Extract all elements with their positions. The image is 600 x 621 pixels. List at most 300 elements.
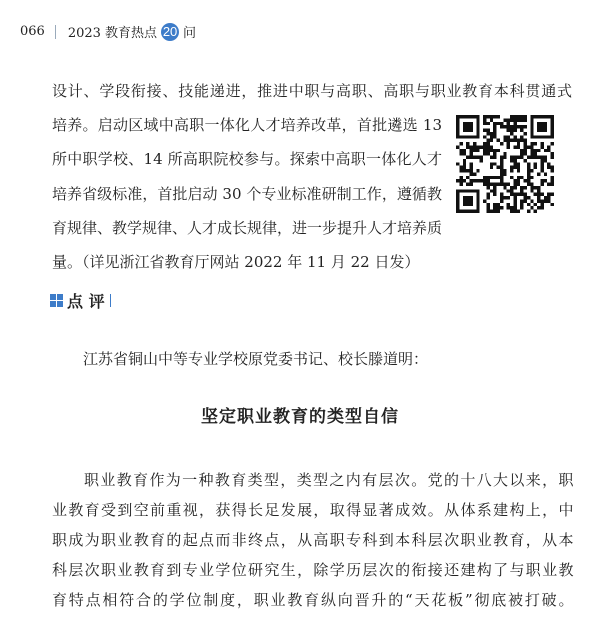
qr-module bbox=[530, 206, 533, 209]
qr-module bbox=[517, 118, 520, 121]
qr-module bbox=[540, 142, 543, 145]
qr-module bbox=[524, 186, 527, 189]
qr-module bbox=[527, 176, 530, 179]
section-heading bbox=[50, 289, 111, 312]
qr-module bbox=[500, 162, 503, 165]
qr-module bbox=[463, 149, 466, 152]
qr-module bbox=[534, 210, 537, 213]
qr-module bbox=[517, 142, 520, 145]
qr-module bbox=[540, 145, 543, 148]
qr-module bbox=[544, 159, 547, 162]
qr-module bbox=[503, 186, 506, 189]
qr-module bbox=[517, 210, 520, 213]
qr-module bbox=[486, 179, 489, 182]
qr-module bbox=[520, 176, 523, 179]
qr-module bbox=[527, 183, 530, 186]
qr-module bbox=[476, 179, 479, 182]
qr-module bbox=[551, 142, 554, 145]
qr-module bbox=[507, 118, 510, 121]
qr-module bbox=[500, 172, 503, 175]
qr-module bbox=[500, 169, 503, 172]
qr-module bbox=[493, 206, 496, 209]
paragraph-line: 量。（详见浙江省教育厅网站 2022 年 11 月 22 日发） bbox=[52, 253, 420, 271]
qr-module bbox=[551, 203, 554, 206]
qr-module bbox=[456, 145, 459, 148]
qr-module bbox=[551, 179, 554, 182]
qr-module bbox=[551, 169, 554, 172]
qr-module bbox=[534, 203, 537, 206]
qr-module bbox=[500, 122, 503, 125]
qr-module bbox=[507, 196, 510, 199]
qr-module bbox=[517, 139, 520, 142]
qr-module bbox=[527, 145, 530, 148]
qr-module bbox=[551, 152, 554, 155]
qr-module bbox=[497, 176, 500, 179]
qr-module bbox=[517, 115, 520, 118]
qr-module bbox=[513, 162, 516, 165]
qr-module bbox=[530, 152, 533, 155]
qr-module bbox=[513, 122, 516, 125]
qr-module bbox=[520, 156, 523, 159]
qr-module bbox=[524, 149, 527, 152]
qr-module bbox=[463, 152, 466, 155]
qr-module bbox=[490, 162, 493, 165]
qr-module bbox=[493, 152, 496, 155]
qr-module bbox=[503, 156, 506, 159]
qr-module bbox=[527, 169, 530, 172]
qr-module bbox=[497, 210, 500, 213]
qr-module bbox=[483, 149, 486, 152]
qr-module bbox=[466, 169, 469, 172]
qr-module bbox=[547, 193, 550, 196]
qr-module bbox=[473, 179, 476, 182]
qr-module bbox=[544, 199, 547, 202]
qr-module bbox=[530, 156, 533, 159]
qr-module bbox=[530, 183, 533, 186]
qr-module bbox=[480, 179, 483, 182]
qr-module bbox=[486, 186, 489, 189]
qr-module bbox=[544, 196, 547, 199]
qr-module bbox=[500, 193, 503, 196]
qr-module bbox=[524, 118, 527, 121]
qr-module bbox=[483, 135, 486, 138]
qr-module bbox=[507, 183, 510, 186]
qr-module bbox=[507, 189, 510, 192]
qr-module bbox=[486, 210, 489, 213]
qr-module bbox=[483, 199, 486, 202]
qr-module bbox=[493, 156, 496, 159]
qr-module bbox=[537, 199, 540, 202]
qr-module bbox=[503, 139, 506, 142]
qr-module bbox=[459, 169, 462, 172]
qr-module bbox=[493, 132, 496, 135]
qr-module bbox=[500, 156, 503, 159]
qr-module bbox=[497, 183, 500, 186]
qr-module bbox=[520, 115, 523, 118]
qr-module bbox=[466, 156, 469, 159]
qr-module bbox=[547, 199, 550, 202]
body-line: 职成为职业教育的起点而非终点，从高职专科到本科层次职业教育，从本 bbox=[52, 531, 574, 549]
qr-module bbox=[513, 196, 516, 199]
qr-module bbox=[483, 142, 486, 145]
qr-module bbox=[527, 210, 530, 213]
qr-module bbox=[490, 166, 493, 169]
qr-module bbox=[500, 199, 503, 202]
qr-module bbox=[524, 142, 527, 145]
qr-module bbox=[503, 135, 506, 138]
qr-module bbox=[470, 183, 473, 186]
paragraph-line: 育规律、教学规律、人才成长规律，进一步提升人才培养质 bbox=[52, 219, 443, 237]
qr-module bbox=[520, 186, 523, 189]
qr-module bbox=[486, 115, 489, 118]
qr-module bbox=[530, 145, 533, 148]
qr-module bbox=[497, 149, 500, 152]
qr-module bbox=[527, 203, 530, 206]
qr-module bbox=[500, 179, 503, 182]
qr-module bbox=[534, 142, 537, 145]
qr-module bbox=[520, 135, 523, 138]
qr-module bbox=[500, 142, 503, 145]
qr-module bbox=[524, 199, 527, 202]
qr-module bbox=[490, 149, 493, 152]
qr-module bbox=[524, 115, 527, 118]
qr-module bbox=[503, 196, 506, 199]
qr-module bbox=[483, 145, 486, 148]
qr-module bbox=[513, 129, 516, 132]
qr-module bbox=[476, 156, 479, 159]
qr-module bbox=[483, 152, 486, 155]
qr-module bbox=[493, 149, 496, 152]
paragraph-line: 培养。启动区域中高职一体化人才培养改革，首批遴选 13 bbox=[52, 116, 442, 134]
qr-module bbox=[517, 166, 520, 169]
qr-module bbox=[510, 193, 513, 196]
qr-module bbox=[513, 115, 516, 118]
qr-module bbox=[470, 172, 473, 175]
qr-module bbox=[493, 162, 496, 165]
qr-module bbox=[510, 206, 513, 209]
qr-module bbox=[503, 118, 506, 121]
article-title: 坚定职业教育的类型自信 bbox=[201, 407, 399, 427]
qr-module bbox=[551, 183, 554, 186]
qr-module bbox=[507, 129, 510, 132]
qr-module bbox=[537, 186, 540, 189]
qr-module bbox=[510, 169, 513, 172]
qr-module bbox=[524, 145, 527, 148]
qr-module bbox=[480, 145, 483, 148]
qr-module bbox=[493, 129, 496, 132]
qr-module bbox=[537, 172, 540, 175]
qr-module bbox=[544, 149, 547, 152]
qr-module bbox=[510, 186, 513, 189]
qr-module bbox=[466, 176, 469, 179]
body-line: 职业教育作为一种教育类型，类型之内有层次。党的十八大以来，职 bbox=[84, 471, 574, 489]
qr-module bbox=[540, 162, 543, 165]
qr-module bbox=[486, 193, 489, 196]
qr-module bbox=[520, 129, 523, 132]
qr-module bbox=[493, 115, 496, 118]
qr-module bbox=[510, 115, 513, 118]
body-line: 育特点相符合的学位制度，职业教育纵向晋升的“天花板”彻底被打破。 bbox=[52, 591, 574, 609]
qr-module bbox=[520, 139, 523, 142]
qr-module bbox=[507, 122, 510, 125]
qr-module bbox=[503, 125, 506, 128]
qr-module bbox=[459, 152, 462, 155]
qr-module bbox=[537, 193, 540, 196]
qr-module bbox=[534, 193, 537, 196]
qr-module bbox=[540, 156, 543, 159]
qr-module bbox=[524, 125, 527, 128]
qr-module bbox=[463, 162, 466, 165]
qr-module bbox=[513, 186, 516, 189]
qr-module bbox=[470, 156, 473, 159]
qr-finder-module bbox=[537, 122, 547, 132]
qr-module bbox=[490, 115, 493, 118]
section-square-icon bbox=[50, 294, 63, 307]
qr-module bbox=[520, 149, 523, 152]
qr-module bbox=[497, 122, 500, 125]
qr-module bbox=[520, 118, 523, 121]
qr-module bbox=[517, 193, 520, 196]
qr-module bbox=[493, 135, 496, 138]
qr-module bbox=[517, 179, 520, 182]
qr-module bbox=[513, 118, 516, 121]
qr-module bbox=[513, 139, 516, 142]
qr-module bbox=[497, 115, 500, 118]
qr-module bbox=[551, 156, 554, 159]
qr-module bbox=[524, 152, 527, 155]
qr-module bbox=[490, 189, 493, 192]
qr-module bbox=[520, 152, 523, 155]
divider bbox=[55, 25, 56, 39]
qr-module bbox=[507, 203, 510, 206]
author-line: 江苏省铜山中等专业学校原党委书记、校长滕道明： bbox=[83, 350, 429, 368]
qr-module bbox=[490, 139, 493, 142]
qr-module bbox=[513, 203, 516, 206]
qr-module bbox=[520, 199, 523, 202]
page-number: 066 bbox=[20, 24, 45, 39]
qr-module bbox=[507, 206, 510, 209]
qr-module bbox=[493, 210, 496, 213]
qr-module bbox=[513, 210, 516, 213]
qr-module bbox=[486, 203, 489, 206]
qr-module bbox=[486, 206, 489, 209]
qr-module bbox=[527, 179, 530, 182]
qr-module bbox=[483, 122, 486, 125]
qr-module bbox=[476, 169, 479, 172]
qr-module bbox=[534, 166, 537, 169]
qr-module bbox=[527, 196, 530, 199]
qr-module bbox=[473, 145, 476, 148]
qr-module bbox=[500, 176, 503, 179]
qr-module bbox=[490, 156, 493, 159]
qr-module bbox=[513, 183, 516, 186]
qr-module bbox=[503, 152, 506, 155]
qr-finder-module bbox=[463, 122, 473, 132]
qr-module bbox=[537, 149, 540, 152]
qr-module bbox=[459, 183, 462, 186]
qr-module bbox=[510, 118, 513, 121]
qr-module bbox=[517, 145, 520, 148]
qr-module bbox=[517, 169, 520, 172]
qr-module bbox=[473, 149, 476, 152]
qr-module bbox=[551, 166, 554, 169]
qr-module bbox=[517, 183, 520, 186]
qr-module bbox=[486, 152, 489, 155]
qr-module bbox=[510, 210, 513, 213]
qr-module bbox=[507, 142, 510, 145]
qr-module bbox=[456, 162, 459, 165]
qr-module bbox=[493, 183, 496, 186]
qr-module bbox=[513, 206, 516, 209]
qr-module bbox=[540, 183, 543, 186]
qr-module bbox=[486, 176, 489, 179]
qr-module bbox=[547, 166, 550, 169]
qr-module bbox=[483, 118, 486, 121]
qr-module bbox=[483, 183, 486, 186]
qr-module bbox=[497, 203, 500, 206]
qr-module bbox=[476, 149, 479, 152]
qr-module bbox=[547, 149, 550, 152]
paragraph-line: 所中职学校、14 所高职院校参与。探索中高职一体化人才 bbox=[52, 150, 442, 168]
qr-module bbox=[547, 196, 550, 199]
qr-module bbox=[507, 145, 510, 148]
qr-module bbox=[500, 183, 503, 186]
qr-module bbox=[547, 162, 550, 165]
qr-module bbox=[497, 139, 500, 142]
qr-module bbox=[513, 125, 516, 128]
qr-module bbox=[483, 176, 486, 179]
qr-module bbox=[490, 210, 493, 213]
qr-module bbox=[463, 169, 466, 172]
qr-module bbox=[513, 135, 516, 138]
qr-module bbox=[551, 193, 554, 196]
body-line: 科层次职业教育到专业学位研究生，除学历层次的衔接还建构了与职业教 bbox=[52, 561, 574, 579]
qr-module bbox=[540, 193, 543, 196]
qr-module bbox=[513, 166, 516, 169]
qr-module bbox=[493, 176, 496, 179]
qr-module bbox=[530, 149, 533, 152]
qr-module bbox=[540, 159, 543, 162]
qr-module bbox=[486, 149, 489, 152]
qr-module bbox=[470, 162, 473, 165]
qr-module bbox=[540, 179, 543, 182]
qr-module bbox=[490, 132, 493, 135]
qr-module bbox=[470, 149, 473, 152]
qr-module bbox=[486, 132, 489, 135]
section-title: 点 评 bbox=[67, 292, 105, 311]
qr-module bbox=[459, 179, 462, 182]
book-title-suffix: 问 bbox=[183, 26, 197, 41]
qr-module bbox=[500, 159, 503, 162]
qr-module bbox=[544, 179, 547, 182]
qr-module bbox=[520, 189, 523, 192]
paragraph-line: 培养省级标准，首批启动 30 个专业标准研制工作，遵循教 bbox=[52, 185, 442, 203]
qr-module bbox=[527, 156, 530, 159]
qr-module bbox=[493, 193, 496, 196]
qr-module bbox=[463, 179, 466, 182]
qr-module bbox=[537, 156, 540, 159]
qr-module bbox=[503, 172, 506, 175]
qr-module bbox=[500, 166, 503, 169]
qr-finder-module bbox=[463, 196, 473, 206]
qr-module bbox=[534, 186, 537, 189]
qr-module bbox=[490, 135, 493, 138]
qr-module bbox=[486, 129, 489, 132]
qr-module bbox=[486, 139, 489, 142]
qr-module bbox=[493, 122, 496, 125]
qr-module bbox=[483, 129, 486, 132]
qr-module bbox=[470, 179, 473, 182]
qr-module bbox=[530, 199, 533, 202]
qr-module bbox=[527, 162, 530, 165]
qr-module bbox=[503, 169, 506, 172]
qr-module bbox=[540, 206, 543, 209]
qr-module bbox=[547, 145, 550, 148]
qr-module bbox=[510, 129, 513, 132]
qr-module bbox=[497, 166, 500, 169]
qr-module bbox=[463, 166, 466, 169]
qr-module bbox=[459, 149, 462, 152]
qr-module bbox=[507, 139, 510, 142]
qr-module bbox=[486, 142, 489, 145]
qr-module bbox=[530, 176, 533, 179]
qr-module bbox=[470, 152, 473, 155]
qr-module bbox=[466, 183, 469, 186]
qr-module bbox=[459, 142, 462, 145]
qr-module bbox=[486, 183, 489, 186]
qr-module bbox=[530, 186, 533, 189]
qr-module bbox=[513, 159, 516, 162]
qr-module bbox=[510, 189, 513, 192]
qr-module bbox=[470, 145, 473, 148]
qr-module bbox=[513, 145, 516, 148]
qr-module bbox=[490, 176, 493, 179]
qr-module bbox=[470, 169, 473, 172]
qr-module bbox=[483, 115, 486, 118]
qr-module bbox=[486, 122, 489, 125]
qr-module bbox=[500, 125, 503, 128]
qr-module bbox=[524, 193, 527, 196]
qr-module bbox=[493, 125, 496, 128]
qr-module bbox=[459, 176, 462, 179]
qr-module bbox=[540, 203, 543, 206]
qr-module bbox=[520, 206, 523, 209]
qr-module bbox=[510, 139, 513, 142]
qr-module bbox=[510, 125, 513, 128]
qr-module bbox=[493, 189, 496, 192]
book-title: 2023 教育热点 bbox=[67, 26, 158, 41]
qr-module bbox=[493, 203, 496, 206]
qr-module bbox=[534, 162, 537, 165]
qr-module bbox=[476, 145, 479, 148]
qr-module bbox=[473, 156, 476, 159]
qr-module bbox=[524, 196, 527, 199]
qr-module bbox=[490, 183, 493, 186]
qr-module bbox=[530, 169, 533, 172]
qr-module bbox=[524, 132, 527, 135]
qr-module bbox=[540, 169, 543, 172]
qr-module bbox=[517, 125, 520, 128]
qr-module bbox=[513, 179, 516, 182]
qr-module bbox=[534, 156, 537, 159]
qr-module bbox=[520, 203, 523, 206]
qr-module bbox=[544, 156, 547, 159]
qr-module bbox=[497, 206, 500, 209]
qr-module bbox=[510, 132, 513, 135]
qr-module bbox=[513, 193, 516, 196]
qr-module bbox=[527, 172, 530, 175]
qr-module bbox=[510, 159, 513, 162]
